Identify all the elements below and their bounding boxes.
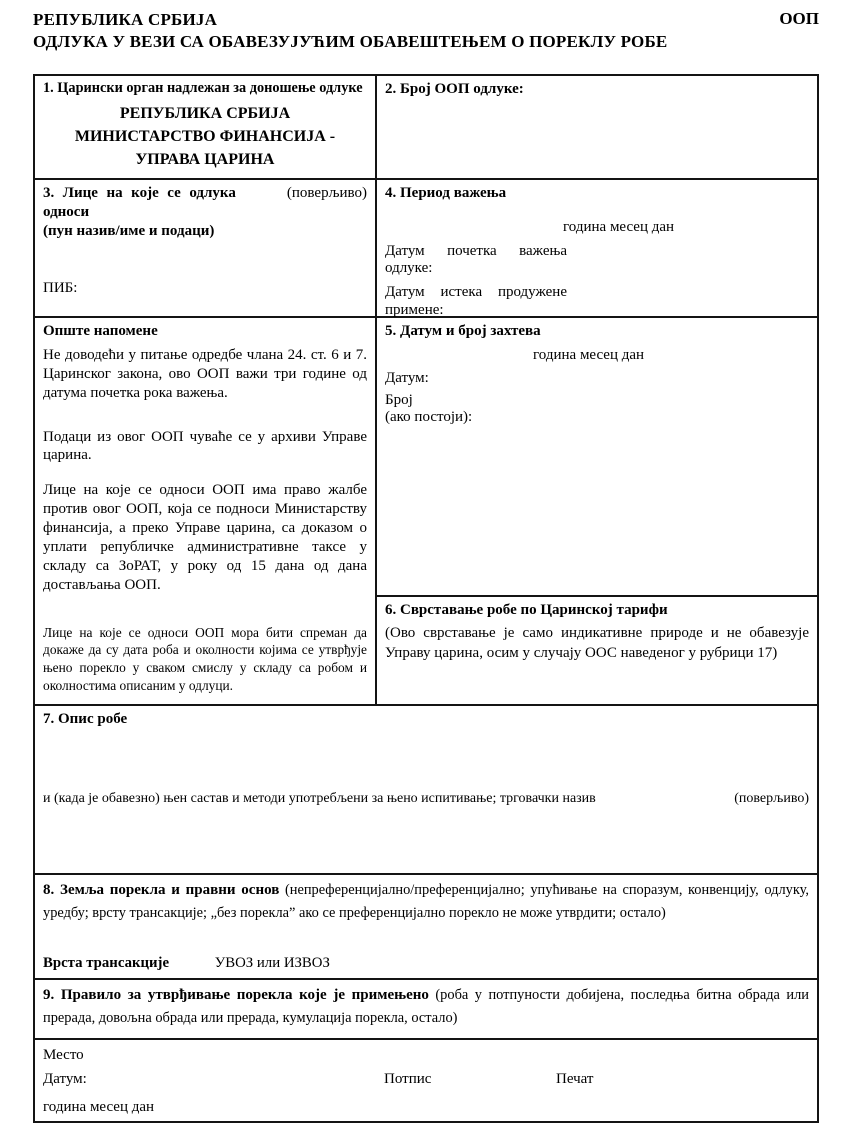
box8-transaction-line (43, 955, 330, 972)
form-table (33, 74, 819, 1123)
box8-transaction-value: УВОЗ или ИЗВОЗ (214, 955, 330, 972)
document-header (33, 9, 819, 53)
box5-label: 5. Датум и број захтева (385, 323, 541, 340)
box4-label: 4. Период важења (385, 185, 507, 202)
box1-authority-line2: МИНИСТАРСТВО ФИНАНСИЈА - УПРАВА ЦАРИНА (74, 128, 336, 169)
box7-note: и (када је обавезно) њен састав и методи употребљени за њено испитивање; трговачки назив (43, 790, 596, 806)
row-box-8 (35, 875, 817, 980)
box3-confidential-note: (поверљиво) (286, 185, 367, 202)
row-boxes-1-2 (35, 76, 817, 180)
box8-transaction-label: Врста трансакције (43, 955, 170, 972)
box3-label: 3. Лице на које се одлука односи (43, 185, 236, 220)
box1-authority-line1: РЕПУБЛИКА СРБИЈА (119, 104, 291, 122)
box5-date-label: Датум: (385, 369, 429, 386)
box9-header-text (43, 984, 809, 1030)
place-label: Место (43, 1047, 84, 1064)
box4-start-date-label: Датум почетка важења одлуке: (385, 242, 567, 277)
box8-header-text (43, 879, 809, 925)
box6-tariff-classification (377, 597, 817, 704)
row-signature (35, 1040, 817, 1121)
signature-label: Потпис (384, 1071, 432, 1088)
general-notes (35, 318, 377, 704)
header-country: РЕПУБЛИКА СРБИЈА (33, 10, 218, 29)
box1-label: 1. Царински орган надлежан за доношење одлуке (43, 80, 363, 96)
box5-date-format: година месец дан (533, 346, 645, 363)
row-box-7 (35, 706, 817, 875)
box5-number-word: Број (385, 391, 413, 408)
header-titles (33, 9, 667, 53)
box3-person-concerned (35, 180, 377, 316)
box9-label: 9. Правило за утврђивање порекла које је примењено (43, 987, 429, 1004)
box5-request-date-number (377, 318, 817, 597)
box3-header-line (43, 184, 367, 222)
row-notes-5-6 (35, 318, 817, 706)
box4-extended-date-label: Датум истека продужене примене: (385, 284, 567, 318)
box5-number-label (385, 392, 809, 427)
box9-origin-rule (35, 980, 817, 1038)
general-notes-paragraph-2: Подаци из овог ООП чуваће се у архиви Управе царина. (43, 428, 367, 464)
box3-sublabel: (пун назив/име и подаци) (43, 222, 215, 239)
signature-block (35, 1040, 817, 1121)
box7-label: 7. Опис робе (43, 711, 128, 728)
general-notes-title: Опште напомене (43, 323, 158, 340)
date-signature-stamp-line (43, 1071, 809, 1091)
box5-number-sublabel: (ако постоји): (385, 409, 473, 426)
date-label: Датум: (43, 1071, 87, 1088)
row-boxes-3-4 (35, 180, 817, 318)
box1-customs-authority (35, 76, 377, 178)
box4-validity-period (377, 180, 817, 316)
box2-label: 2. Број ООП одлуке: (385, 81, 524, 97)
form-code: ООП (779, 9, 819, 28)
general-notes-paragraph-1: Не доводећи у питање одредбе члана 24. ст. 6 и 7. Царинског закона, ово ООП важи три године од датума почетка рока важења. (43, 346, 367, 401)
page-title: ОДЛУКА У ВЕЗИ СА ОБАВЕЗУЈУЋИМ ОБАВЕШТЕЊЕМ О ПОРЕКЛУ РОБЕ (33, 32, 668, 52)
general-notes-paragraph-3: Лице на које се односи ООП има право жалбе против овог ООП, која се подноси Министарству финансија, а преко Управе царина, са доказом о уплати републичке административне таксе у складу са ЗоРАТ, у року од 15 дана од дана достављања ООП. (43, 482, 367, 593)
general-notes-paragraph-4: Лице на које се односи ООП мора бити спреман да докаже да су дата роба и околности којима се утврђује њено порекло у сваком смислу у складу са робом и околностима описаним у одлуци. (43, 624, 367, 693)
box8-label: 8. Земља порекла и правни основ (43, 881, 280, 898)
row-box-9 (35, 980, 817, 1040)
box4-date-format: година месец дан (563, 218, 675, 235)
box7-confidential-note: (поверљиво) (734, 790, 809, 806)
box1-authority-name (43, 102, 367, 172)
footer-date-format: година месец дан (43, 1099, 155, 1116)
box3-pib-label: ПИБ: (43, 280, 78, 297)
box6-note: (Ово сврставање је само индикативне природе и не обавезује Управу царина, осим у случају ООС наведеног у рубрици 17) (385, 624, 809, 662)
column-boxes-5-6 (377, 318, 817, 704)
stamp-label: Печат (556, 1071, 594, 1088)
box9-note: (роба у потпуности добијена, последња битна обрада или прерада, довољна обрада или прерада, кумулација порекла, остало) (43, 987, 809, 1027)
box7-note-line (43, 791, 809, 807)
box8-note: (непреференцијално/преференцијално; упућивање на споразум, конвенцију, одлуку, уредбу; врсту трансакције; „без порекла” ако се преференцијално порекло не може утврдити; остало) (43, 881, 809, 922)
box7-goods-description (35, 706, 817, 873)
box2-decision-number (377, 76, 817, 178)
box6-label: 6. Сврставање робе по Царинској тарифи (385, 602, 668, 619)
box8-country-of-origin (35, 875, 817, 978)
